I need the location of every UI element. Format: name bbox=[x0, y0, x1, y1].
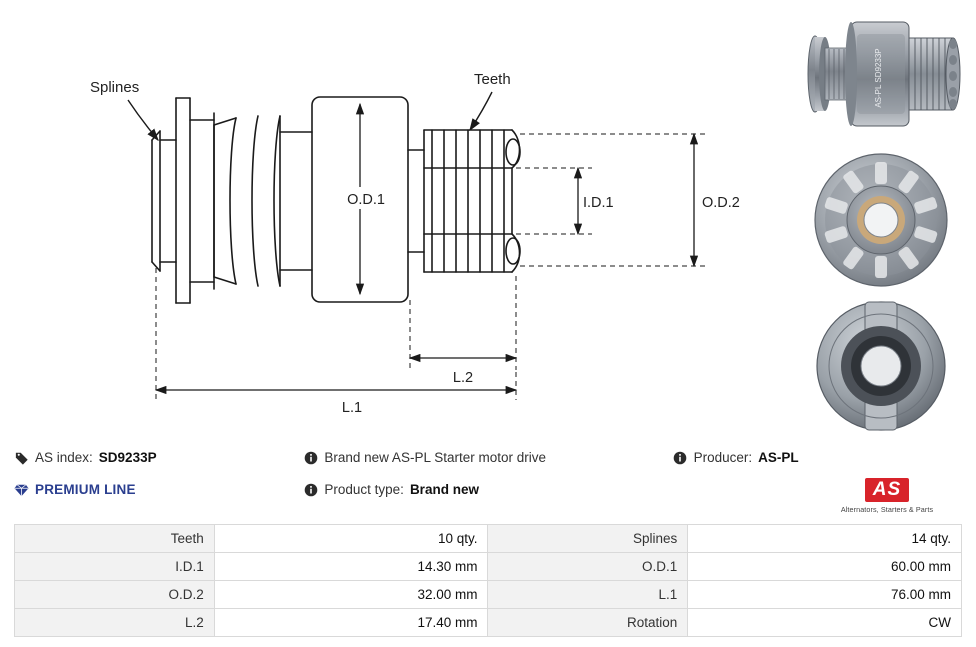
producer-field bbox=[673, 450, 962, 465]
starter-drive-side-view bbox=[793, 4, 969, 144]
table-row bbox=[15, 525, 962, 553]
label-id1-text: I.D.1 bbox=[583, 195, 614, 211]
spec-value: 14 qty. bbox=[688, 525, 962, 553]
info-icon bbox=[303, 482, 318, 497]
premium-line-badge bbox=[14, 482, 303, 497]
product-type-value: Brand new bbox=[409, 482, 479, 497]
spec-label: Teeth bbox=[15, 525, 215, 553]
label-teeth-text: Teeth bbox=[474, 71, 511, 88]
spec-value: CW bbox=[688, 609, 962, 637]
spec-label: O.D.2 bbox=[15, 581, 215, 609]
spec-value: 60.00 mm bbox=[688, 553, 962, 581]
as-logo-subtitle: Alternators, Starters & Parts bbox=[840, 505, 934, 514]
spec-label: L.2 bbox=[15, 609, 215, 637]
label-od2-text: O.D.2 bbox=[702, 195, 740, 211]
info-row-1 bbox=[14, 450, 962, 482]
spec-table-body bbox=[15, 525, 962, 637]
spec-label: L.1 bbox=[488, 581, 688, 609]
as-index-field bbox=[14, 450, 303, 465]
svg-text:AS-PL SD9233P: AS-PL SD9233P bbox=[874, 48, 883, 108]
spec-label: I.D.1 bbox=[15, 553, 215, 581]
specification-table bbox=[14, 524, 962, 637]
spec-value: 14.30 mm bbox=[214, 553, 488, 581]
table-row bbox=[15, 553, 962, 581]
product-description: Brand new AS-PL Starter motor drive bbox=[324, 450, 546, 465]
spec-value: 10 qty. bbox=[214, 525, 488, 553]
as-logo-text: AS bbox=[865, 478, 909, 502]
tag-icon bbox=[14, 450, 29, 465]
table-row bbox=[15, 581, 962, 609]
producer-value: AS-PL bbox=[758, 450, 799, 465]
premium-line-label: PREMIUM LINE bbox=[35, 482, 136, 497]
info-row-2 bbox=[14, 482, 962, 514]
info-icon bbox=[303, 450, 318, 465]
label-splines-text: Splines bbox=[90, 79, 140, 96]
diamond-icon bbox=[14, 482, 29, 497]
spec-label: O.D.1 bbox=[488, 553, 688, 581]
label-l2-text: L.2 bbox=[452, 370, 474, 386]
product-photo-gallery bbox=[792, 4, 970, 444]
info-icon bbox=[673, 450, 688, 465]
label-od1-text: O.D.1 bbox=[347, 192, 385, 208]
label-l1-text: L.1 bbox=[341, 400, 363, 416]
spec-value: 32.00 mm bbox=[214, 581, 488, 609]
starter-drive-spline-end-view bbox=[793, 296, 969, 436]
producer-label: Producer: bbox=[693, 450, 753, 465]
as-pl-logo bbox=[822, 478, 952, 514]
description-field bbox=[303, 450, 672, 465]
spec-label: Splines bbox=[488, 525, 688, 553]
product-type-field bbox=[303, 482, 672, 497]
as-index-label: AS index: bbox=[35, 450, 93, 465]
starter-drive-gear-end-view bbox=[793, 150, 969, 290]
spec-label: Rotation bbox=[488, 609, 688, 637]
as-index-value: SD9233P bbox=[98, 450, 157, 465]
spec-value: 17.40 mm bbox=[214, 609, 488, 637]
spec-value: 76.00 mm bbox=[688, 581, 962, 609]
product-type-label: Product type: bbox=[324, 482, 404, 497]
table-row bbox=[15, 609, 962, 637]
